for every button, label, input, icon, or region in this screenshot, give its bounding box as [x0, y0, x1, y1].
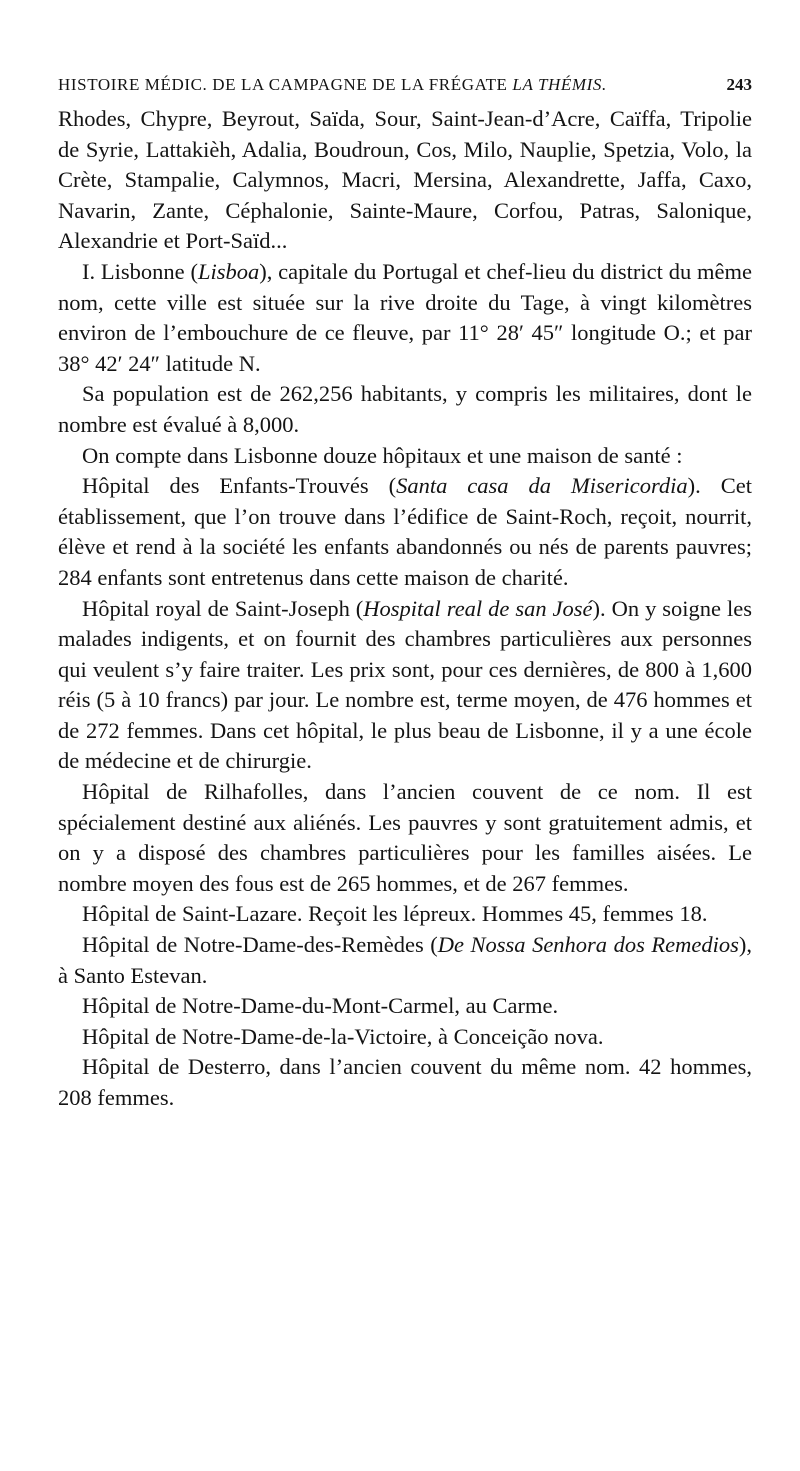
paragraph: [58, 257, 752, 379]
text-run: Hôpital des Enfants-Trouvés (: [82, 473, 397, 499]
running-head-title-italic: LA THÉMIS.: [512, 75, 607, 94]
text-run: Hôpital de Saint-Lazare. Reçoit les lépreux. Hommes 45, femmes 18.: [82, 901, 708, 927]
book-page: [58, 66, 752, 1114]
body-text: [58, 104, 752, 1114]
paragraph: [58, 441, 752, 472]
text-run: Hôpital de Notre-Dame-des-Remèdes (: [82, 932, 438, 958]
paragraph: [58, 930, 752, 991]
running-head-title-roman: HISTOIRE MÉDIC. DE LA CAMPAGNE DE LA FRÉGATE: [58, 75, 513, 94]
text-run: Sa population est de 262,256 habitants, y compris les militaires, dont le nombre est évalué à 8,000.: [58, 381, 752, 437]
text-run: ). Cet établissement, que l’on trouve dans l’édifice de Saint-Roch, reçoit, nourrit, élève et rend à la société les enfants abandonnés ou nés de parents pauvres; 284 enfants sont entretenus dans cette maison de charité.: [58, 473, 752, 590]
text-run: ), capitale du Portugal et chef-lieu du district du même nom, cette ville est située sur la rive droite du Tage, à vingt kilomètres environ de l’embouchure de ce fleuve, par 11° 28′ 45″ longitude O.; et par 38° 42′ 24″ latitude N.: [58, 258, 752, 376]
paragraph: [58, 379, 752, 440]
running-head-title: [58, 66, 607, 104]
paragraph: [58, 991, 752, 1022]
italic-run: Lisboa: [197, 258, 260, 284]
paragraph: [58, 104, 752, 257]
paragraph: [58, 594, 752, 778]
italic-run: De Nossa Senhora dos Remedios: [437, 932, 739, 958]
text-run: Rhodes, Chypre, Beyrout, Saïda, Sour, Saint-Jean-d’Acre, Caïffa, Tripolie de Syrie, Lattakièh, Adalia, Boudroun, Cos, Milo, Nauplie, Spetzia, Volo, la Crète, Stampalie, Calymnos, Macri, Mersina, Alexandrette, Jaffa, Caxo, Navarin, Zante, Céphalonie, Sainte-Maure, Corfou, Patras, Salonique, Alexandrie et Port-Saïd...: [58, 106, 752, 254]
paragraph: [58, 777, 752, 899]
text-run: Hôpital royal de Saint-Joseph (: [82, 595, 364, 621]
page-number: 243: [726, 75, 752, 94]
running-head: [58, 66, 752, 104]
paragraph: [58, 899, 752, 930]
text-run: Hôpital de Desterro, dans l’ancien couvent du même nom. 42 hommes, 208 femmes.: [58, 1054, 752, 1110]
italic-run: Santa casa da Misericordia: [396, 473, 688, 499]
italic-run: Hospital real de san José: [363, 595, 593, 621]
paragraph: [58, 471, 752, 593]
text-run: Hôpital de Notre-Dame-du-Mont-Carmel, au Carme.: [82, 993, 559, 1019]
paragraph: [58, 1052, 752, 1113]
text-run: Hôpital de Rilhafolles, dans l’ancien couvent de ce nom. Il est spécialement destiné aux aliénés. Les pauvres y sont gratuitement admis, et on y a disposé des chambres particulières pour les familles aisées. Le nombre moyen des fous est de 265 hommes, et de 267 femmes.: [58, 779, 752, 896]
paragraph: [58, 1022, 752, 1053]
text-run: On compte dans Lisbonne douze hôpitaux et une maison de santé :: [82, 442, 683, 468]
text-run: Hôpital de Notre-Dame-de-la-Victoire, à Conceição nova.: [82, 1023, 604, 1049]
text-run: ). On y soigne les malades indigents, et on fournit des chambres particulières aux personnes qui veulent s’y faire traiter. Les prix sont, pour ces dernières, de 800 à 1,600 réis (5 à 10 francs) par jour. Le nombre est, terme moyen, de 476 hommes et de 272 femmes. Dans cet hôpital, le plus beau de Lisbonne, il y a une école de médecine et de chirurgie.: [58, 595, 753, 774]
text-run: I. Lisbonne (: [82, 258, 198, 284]
text-run: ), à Santo Estevan.: [58, 932, 752, 988]
